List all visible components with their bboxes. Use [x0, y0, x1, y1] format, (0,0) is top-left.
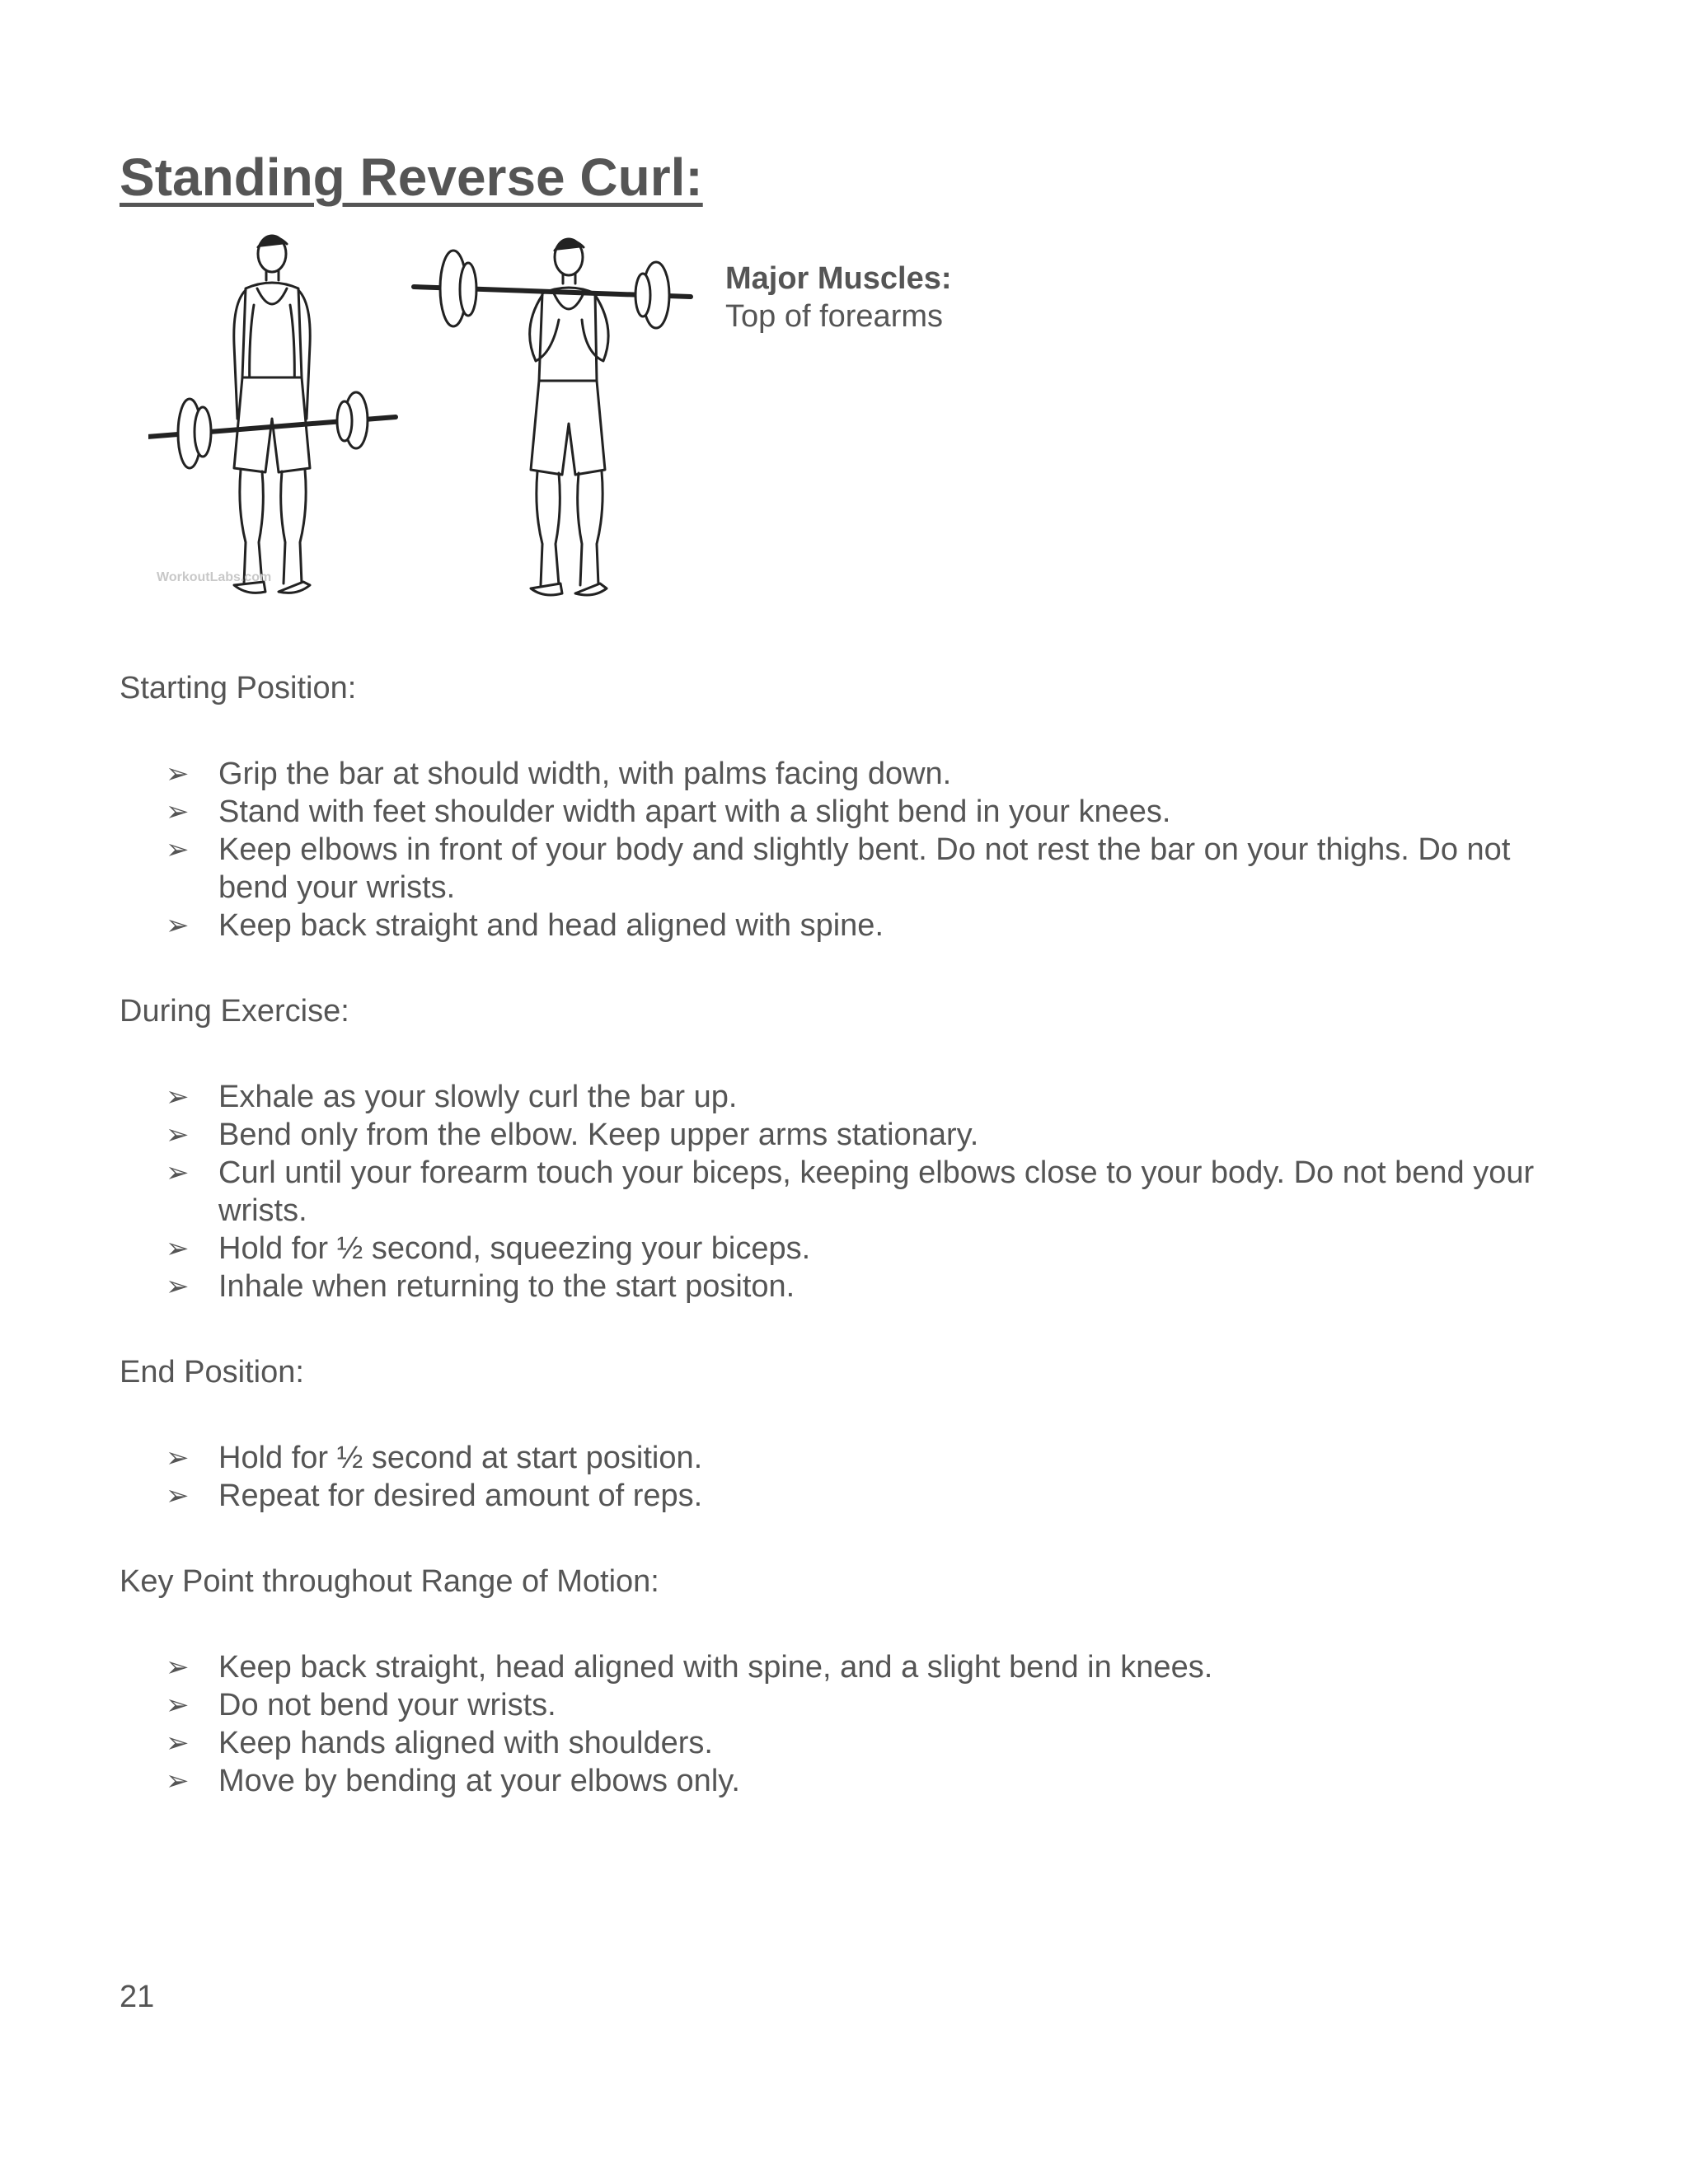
section-heading: End Position: — [120, 1355, 304, 1390]
list-item: ➢ Keep hands aligned with shoulders. — [166, 1726, 713, 1760]
bullet-list — [120, 1078, 1570, 1305]
section-heading: During Exercise: — [120, 994, 349, 1029]
section-heading: Starting Position: — [120, 671, 357, 705]
arrow-bullet-icon: ➢ — [166, 834, 190, 865]
arrow-bullet-icon: ➢ — [166, 1652, 190, 1683]
list-item: ➢ Repeat for desired amount of reps. — [166, 1479, 703, 1513]
major-muscles-value: Top of forearms — [725, 299, 943, 334]
list-item: ➢ Move by bending at your elbows only. — [166, 1764, 740, 1798]
list-item: ➢ Hold for ½ second, squeezing your biceps. — [166, 1231, 811, 1266]
arrow-bullet-icon: ➢ — [166, 1233, 190, 1264]
arrow-bullet-icon: ➢ — [166, 758, 190, 790]
arrow-bullet-icon: ➢ — [166, 1727, 190, 1759]
list-item: ➢ Stand with feet shoulder width apart with a slight bend in your knees. — [166, 794, 1171, 829]
list-item: ➢ Hold for ½ second at start position. — [166, 1441, 703, 1475]
bullet-list — [120, 1648, 1570, 1800]
arrow-bullet-icon: ➢ — [166, 1442, 190, 1474]
page-number: 21 — [120, 1980, 155, 2014]
image-watermark: WorkoutLabs.com — [157, 570, 272, 584]
list-item: ➢ Keep elbows in front of your body and slightly bent. Do not rest the bar on your thighs. Do not bend your wrists. — [166, 832, 1511, 905]
list-item: ➢ Curl until your forearm touch your biceps, keeping elbows close to your body. Do not bend your wrists. — [166, 1155, 1535, 1228]
arrow-bullet-icon: ➢ — [166, 1480, 190, 1511]
arrow-bullet-icon: ➢ — [166, 1765, 190, 1797]
section-starting-position — [120, 669, 1570, 944]
list-item: ➢ Do not bend your wrists. — [166, 1688, 556, 1722]
bullet-list — [120, 1439, 1570, 1515]
section-heading: Key Point throughout Range of Motion: — [120, 1564, 659, 1599]
list-item: ➢ Keep back straight and head aligned with spine. — [166, 908, 884, 943]
page-title: Standing Reverse Curl: — [120, 148, 703, 207]
bullet-list — [120, 755, 1570, 944]
instructions — [120, 669, 1570, 1848]
list-item: ➢ Exhale as your slowly curl the bar up. — [166, 1080, 738, 1114]
major-muscles-label: Major Muscles: — [725, 261, 952, 296]
list-item: ➢ Bend only from the elbow. Keep upper arms stationary. — [166, 1118, 979, 1152]
arrow-bullet-icon: ➢ — [166, 910, 190, 941]
section-during-exercise — [120, 992, 1570, 1305]
arrow-bullet-icon: ➢ — [166, 1081, 190, 1113]
exercise-illustration — [148, 229, 709, 608]
list-item: ➢ Inhale when returning to the start positon. — [166, 1269, 795, 1304]
section-end-position — [120, 1353, 1570, 1515]
major-muscles-block — [725, 260, 952, 335]
section-key-points — [120, 1563, 1570, 1800]
arrow-bullet-icon: ➢ — [166, 1119, 190, 1151]
figure-start-position — [148, 236, 396, 593]
arrow-bullet-icon: ➢ — [166, 1157, 190, 1188]
arrow-bullet-icon: ➢ — [166, 796, 190, 827]
arrow-bullet-icon: ➢ — [166, 1271, 190, 1302]
figure-curled-position — [414, 239, 691, 595]
list-item: ➢ Keep back straight, head aligned with spine, and a slight bend in knees. — [166, 1650, 1213, 1685]
list-item: ➢ Grip the bar at should width, with palms facing down. — [166, 757, 952, 791]
arrow-bullet-icon: ➢ — [166, 1690, 190, 1721]
